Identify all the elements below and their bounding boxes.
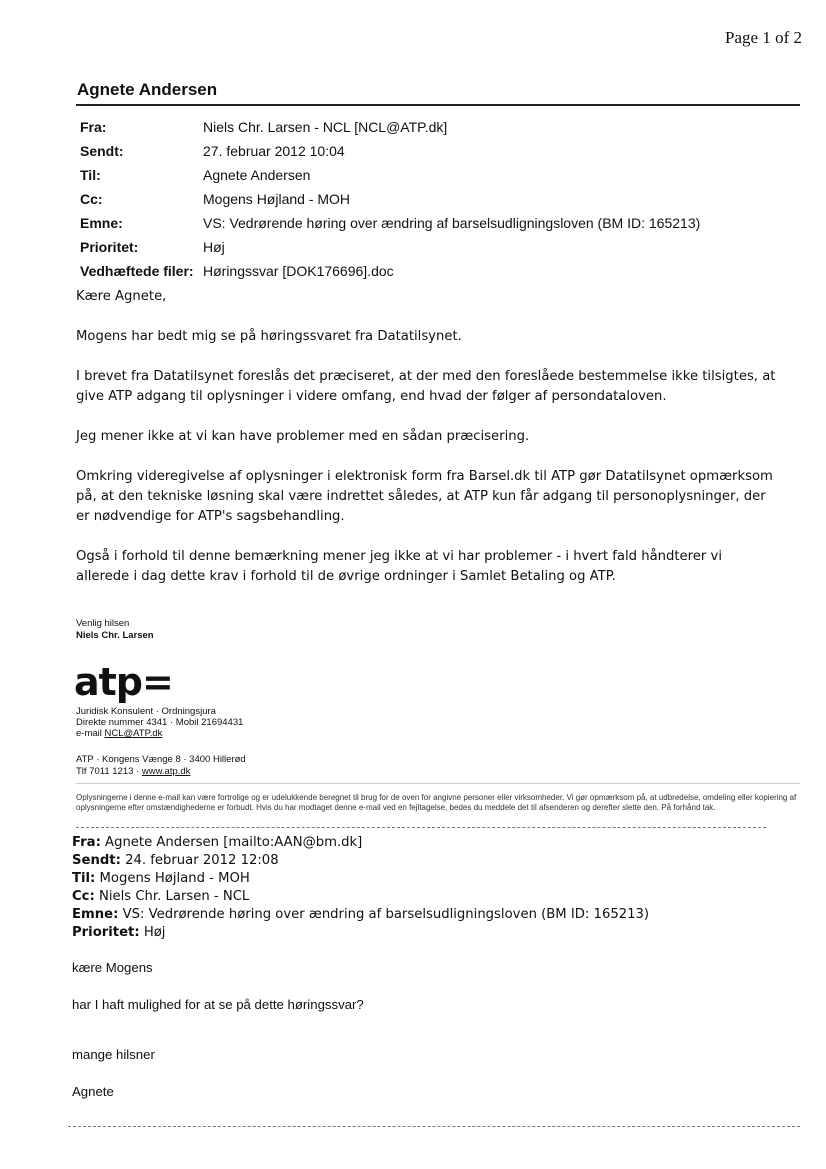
body-paragraph-1: Mogens har bedt mig se på høringssvaret fra Datatilsynet.: [76, 329, 462, 344]
signature-phone: Direkte nummer 4341 · Mobil 21694431: [76, 717, 244, 728]
legal-disclaimer: Oplysningerne i denne e-mail kan være fortrolige og er udelukkende beregnet til brug for de oven for angivne personer eller virksomheder. Vi gør opmærksom på, at udbredelse, omdeling eller kopiering af oplysningerne efter omstændighederne er forbudt. Hvis du har modtaget denne e-mail ved en fejltagelse, bedes du meddele det til afsenderen og derefter slette den. På forhånd tak.: [76, 793, 797, 812]
fwd-from-line: Fra: Agnete Andersen [mailto:AAN@bm.dk]: [72, 835, 363, 850]
to-label: Til:: [80, 167, 101, 183]
fwd-to-line: Til: Mogens Højland - MOH: [72, 871, 250, 886]
fwd-sent-line: Sendt: 24. februar 2012 12:08: [72, 853, 279, 868]
header-divider: [76, 104, 800, 106]
sent-label: Sendt:: [80, 143, 124, 159]
email-prefix: e-mail: [76, 728, 105, 739]
fwd-signoff: Agnete: [72, 1084, 114, 1099]
signature-title: Juridisk Konsulent · Ordningsjura: [76, 706, 216, 717]
signature-closing: Venlig hilsen: [76, 618, 130, 629]
disclaimer-divider: [76, 783, 800, 784]
from-value: Niels Chr. Larsen - NCL [NCL@ATP.dk]: [203, 119, 448, 135]
signature-email-line: [76, 728, 162, 739]
cc-label: Cc:: [80, 191, 103, 207]
atp-logo: atp=: [74, 660, 173, 704]
fwd-cc-line: Cc: Niels Chr. Larsen - NCL: [72, 889, 250, 904]
fwd-question: har I haft mulighed for at se på dette høringssvar?: [72, 997, 364, 1012]
priority-label: Prioritet:: [80, 239, 139, 255]
subject-label: Emne:: [80, 215, 123, 231]
fwd-greeting: kære Mogens: [72, 960, 153, 975]
email-link[interactable]: NCL@ATP.dk: [104, 728, 163, 739]
website-link[interactable]: www.atp.dk: [141, 766, 191, 777]
greeting: Kære Agnete,: [76, 289, 167, 304]
fwd-subject-line: Emne: VS: Vedrørende høring over ændring af barselsudligningsloven (BM ID: 165213): [72, 907, 650, 922]
fwd-closing: mange hilsner: [72, 1047, 155, 1062]
page-bottom-divider: [68, 1126, 800, 1127]
body-paragraph-2: I brevet fra Datatilsynet foreslås det præciseret, at der med den foreslåede bestemmelse ikke tilsigtes, at give ATP adgang til oplysninger i videre omfang, end hvad der følger af persondataloven.: [76, 369, 776, 404]
forward-divider: [76, 827, 766, 828]
signature-address: ATP · Kongens Vænge 8 · 3400 Hillerød: [76, 754, 246, 765]
page-number: Page 1 of 2: [725, 28, 802, 47]
signature-name: Niels Chr. Larsen: [76, 630, 154, 641]
attachment-link[interactable]: Høringssvar [DOK176696].doc: [203, 263, 394, 279]
email-body: [76, 287, 776, 587]
fwd-priority-line: Prioritet: Høj: [72, 925, 166, 940]
body-paragraph-3: Jeg mener ikke at vi kan have problemer med en sådan præcisering.: [76, 429, 530, 444]
mailbox-owner-name: Agnete Andersen: [77, 80, 218, 99]
body-paragraph-5: Også i forhold til denne bemærkning mener jeg ikke at vi har problemer - i hvert fald håndterer vi allerede i dag dette krav i forhold til de øvrige ordninger i Samlet Betaling og ATP.: [76, 549, 722, 584]
tel-prefix: Tlf 7011 1213 ·: [76, 766, 142, 777]
cc-value: Mogens Højland - MOH: [203, 191, 351, 207]
subject-value: VS: Vedrørende høring over ændring af barselsudligningsloven (BM ID: 165213): [203, 215, 701, 231]
from-label: Fra:: [80, 119, 107, 135]
to-value: Agnete Andersen: [203, 167, 311, 183]
sent-value: 27. februar 2012 10:04: [203, 143, 345, 159]
body-paragraph-4: Omkring videregivelse af oplysninger i elektronisk form fra Barsel.dk til ATP gør Datatilsynet opmærksom på, at den tekniske løsning skal være indrettet således, at ATP kun får adgang til personoplysninger, der er nødvendige for ATP's sagsbehandling.: [76, 469, 773, 524]
signature-tel-line: [76, 766, 190, 777]
priority-value: Høj: [203, 239, 225, 255]
attachments-label: Vedhæftede filer:: [80, 263, 194, 279]
